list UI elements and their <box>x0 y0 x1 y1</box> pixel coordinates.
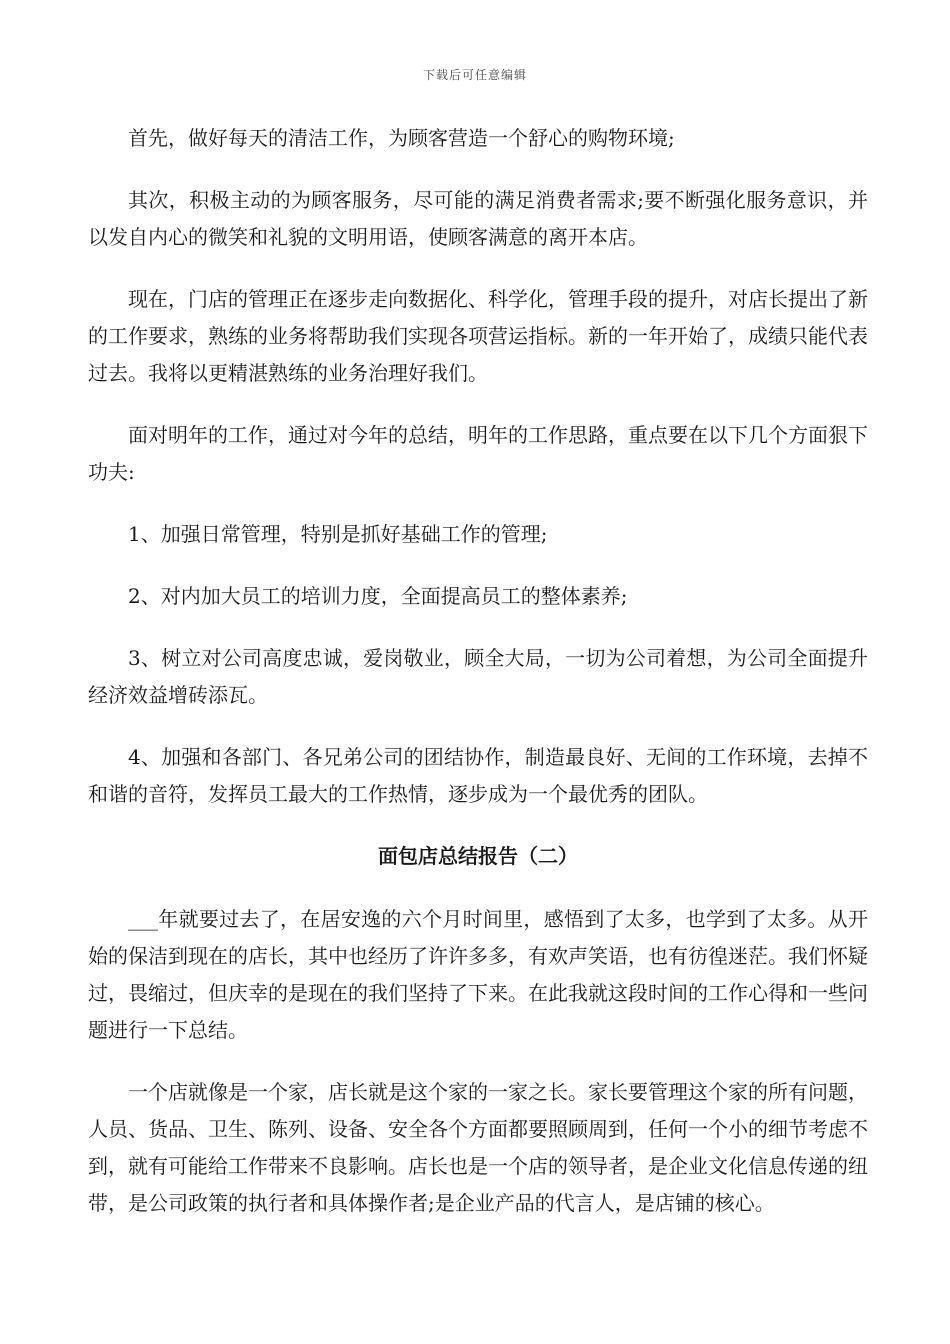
list-item: 1、加强日常管理，特别是抓好基础工作的管理; <box>128 522 548 546</box>
paragraph: 首先，做好每天的清洁工作，为顾客营造一个舒心的购物环境; <box>128 126 675 150</box>
paragraph: 现在，门店的管理正在逐步走向数据化、科学化，管理手段的提升，对店长提出了新的工作要求，熟练的业务将帮助我们实现各项营运指标。新的一年开始了，成绩只能代表过去。我将以更精湛熟练的业务治理好我们。 <box>88 287 868 385</box>
paragraph: 面对明年的工作，通过对今年的总结，明年的工作思路，重点要在以下几个方面狠下功夫: <box>88 423 868 484</box>
list-item: 2、对内加大员工的培训力度，全面提高员工的整体素养; <box>128 584 628 608</box>
paragraph: ___年就要过去了，在居安逸的六个月时间里，感悟到了太多，也学到了太多。从开始的保洁到现在的店长，其中也经历了许许多多，有欢声笑语，也有彷徨迷茫。我们怀疑过，畏缩过，但庆幸的是现在的我们坚持了下来。在此我就这段时间的工作心得和一些问题进行一下总结。 <box>88 907 868 1042</box>
section-title: 面包店总结报告（二） <box>378 844 578 868</box>
paragraph: 其次，积极主动的为顾客服务，尽可能的满足消费者需求;要不断强化服务意识，并以发自内心的微笑和礼貌的文明用语，使顾客满意的离开本店。 <box>88 188 868 249</box>
paragraph: 一个店就像是一个家，店长就是这个家的一家之长。家长要管理这个家的所有问题，人员、货品、卫生、陈列、设备、安全各个方面都要照顾周到，任何一个小的细节考虑不到，就有可能给工作带来不良影响。店长也是一个店的领导者，是企业文化信息传递的纽带，是公司政策的执行者和具体操作者;是企业产品的代言人，是店铺的核心。 <box>88 1080 868 1215</box>
list-item: 3、树立对公司高度忠诚，爱岗敬业，顾全大局，一切为公司着想，为公司全面提升经济效益增砖添瓦。 <box>88 646 868 707</box>
document-body <box>88 120 868 1247</box>
list-item: 4、加强和各部门、各兄弟公司的团结协作，制造最良好、无间的工作环境，去掉不和谐的音符，发挥员工最大的工作热情，逐步成为一个最优秀的团队。 <box>88 745 868 806</box>
page-header: 下载后可任意编辑 <box>422 68 527 82</box>
